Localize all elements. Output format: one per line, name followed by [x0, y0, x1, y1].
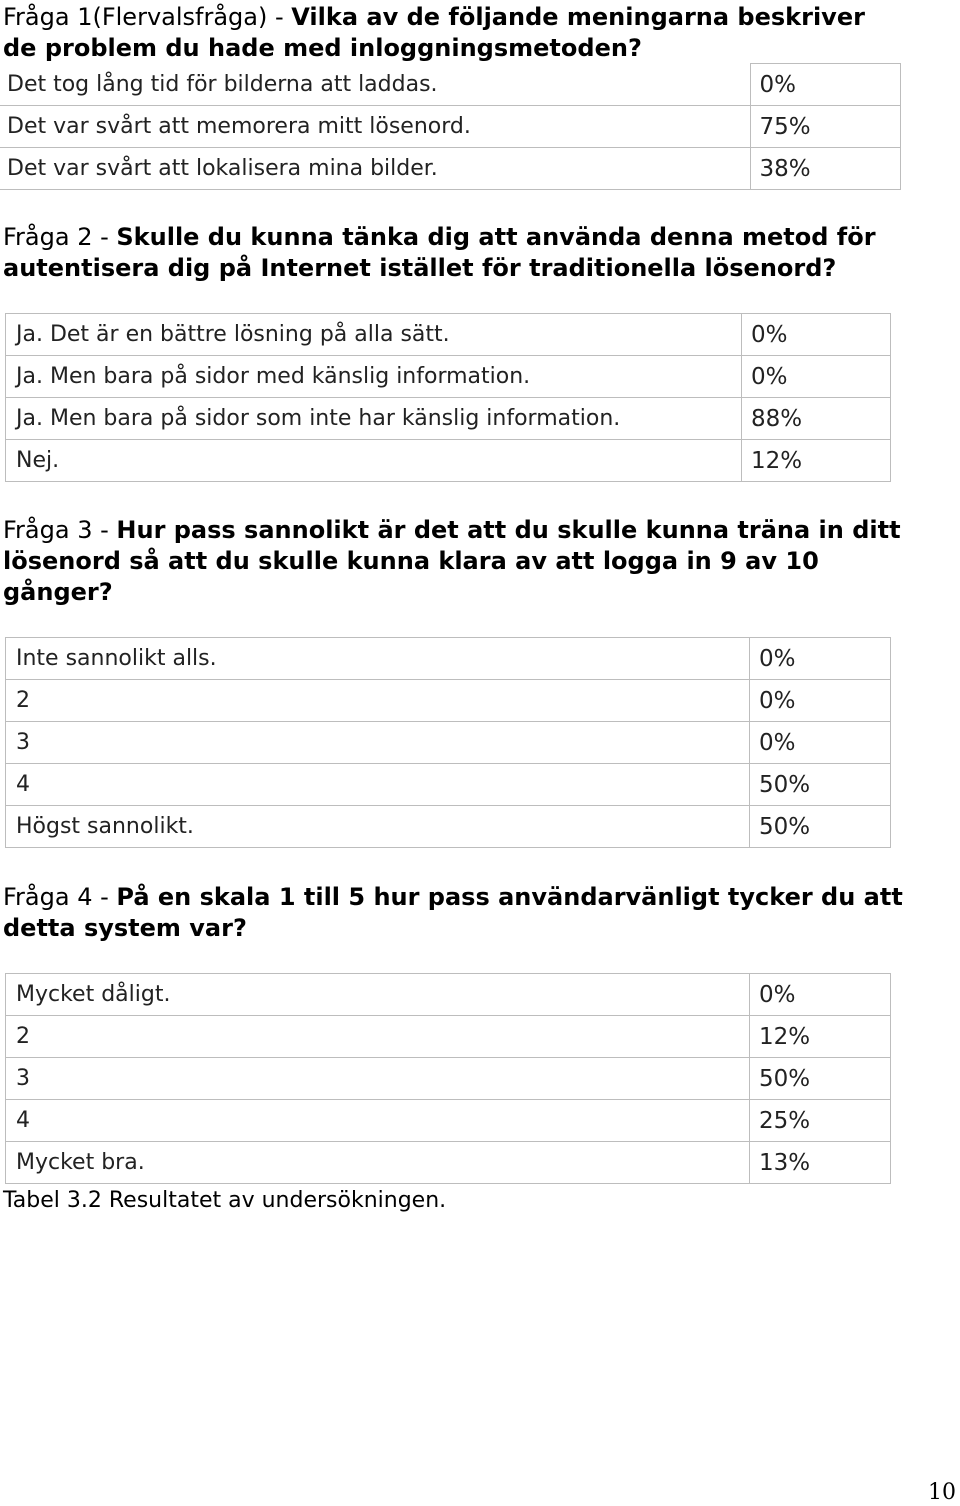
answer-label: Mycket dåligt.	[6, 974, 750, 1016]
answer-percent: 0%	[750, 974, 891, 1016]
answer-label: Ja. Men bara på sidor som inte har känslig information.	[6, 398, 742, 440]
table-row	[6, 806, 891, 848]
answer-percent: 0%	[750, 722, 891, 764]
answer-percent: 50%	[750, 764, 891, 806]
answer-percent: 50%	[750, 1058, 891, 1100]
answer-percent: 75%	[750, 106, 900, 148]
answer-label: Ja. Men bara på sidor med känslig information.	[6, 356, 742, 398]
answer-percent: 38%	[750, 148, 900, 190]
answer-label: Nej.	[6, 440, 742, 482]
question-1-prefix: Fråga 1(Flervalsfråga) -	[3, 3, 292, 31]
table-row	[6, 1016, 891, 1058]
question-1	[3, 2, 903, 64]
table-row	[6, 398, 891, 440]
question-3	[3, 515, 903, 608]
table-row	[6, 1100, 891, 1142]
answer-label: Det var svårt att memorera mitt lösenord.	[0, 106, 750, 148]
answer-percent: 0%	[750, 64, 900, 106]
answer-percent: 12%	[742, 440, 891, 482]
answer-label: 2	[6, 680, 750, 722]
question-3-prefix: Fråga 3 -	[3, 516, 117, 544]
table-row	[6, 974, 891, 1016]
answer-percent: 0%	[742, 314, 891, 356]
answer-label: 2	[6, 1016, 750, 1058]
table-row	[6, 356, 891, 398]
question-3-results-table	[5, 637, 891, 848]
question-1-text: Vilka av de följande meningarna beskriver de problem du hade med inloggningsmetoden?	[3, 3, 865, 62]
question-3-text: Hur pass sannolikt är det att du skulle kunna träna in ditt lösenord så att du skulle kunna klara av att logga in 9 av 10 gånger?	[3, 516, 901, 606]
answer-percent: 0%	[750, 638, 891, 680]
table-row	[6, 1142, 891, 1184]
table-row	[6, 314, 891, 356]
answer-percent: 0%	[742, 356, 891, 398]
question-1-results-table	[0, 63, 901, 190]
table-row	[0, 106, 900, 148]
answer-percent: 13%	[750, 1142, 891, 1184]
answer-label: Mycket bra.	[6, 1142, 750, 1184]
answer-label: Högst sannolikt.	[6, 806, 750, 848]
table-row	[6, 722, 891, 764]
answer-label: Det tog lång tid för bilderna att laddas.	[0, 64, 750, 106]
page-number: 10	[928, 1480, 956, 1505]
answer-label: Det var svårt att lokalisera mina bilder.	[0, 148, 750, 190]
answer-label: 3	[6, 1058, 750, 1100]
answer-label: 3	[6, 722, 750, 764]
answer-percent: 88%	[742, 398, 891, 440]
answer-percent: 25%	[750, 1100, 891, 1142]
answer-label: Inte sannolikt alls.	[6, 638, 750, 680]
table-row	[6, 638, 891, 680]
question-2-prefix: Fråga 2 -	[3, 223, 117, 251]
question-4	[3, 882, 903, 944]
table-row	[6, 440, 891, 482]
answer-label: 4	[6, 1100, 750, 1142]
table-row	[6, 764, 891, 806]
table-row	[6, 1058, 891, 1100]
answer-percent: 0%	[750, 680, 891, 722]
table-row	[0, 64, 900, 106]
answer-label: Ja. Det är en bättre lösning på alla sätt.	[6, 314, 742, 356]
question-2-text: Skulle du kunna tänka dig att använda denna metod för autentisera dig på Internet istället för traditionella lösenord?	[3, 223, 876, 282]
question-4-text: På en skala 1 till 5 hur pass användarvänligt tycker du att detta system var?	[3, 883, 903, 942]
table-row	[6, 680, 891, 722]
question-4-prefix: Fråga 4 -	[3, 883, 117, 911]
question-4-results-table	[5, 973, 891, 1184]
question-2-results-table	[5, 313, 891, 482]
table-row	[0, 148, 900, 190]
answer-percent: 50%	[750, 806, 891, 848]
answer-label: 4	[6, 764, 750, 806]
question-2	[3, 222, 903, 284]
table-caption: Tabel 3.2 Resultatet av undersökningen.	[3, 1188, 447, 1213]
answer-percent: 12%	[750, 1016, 891, 1058]
